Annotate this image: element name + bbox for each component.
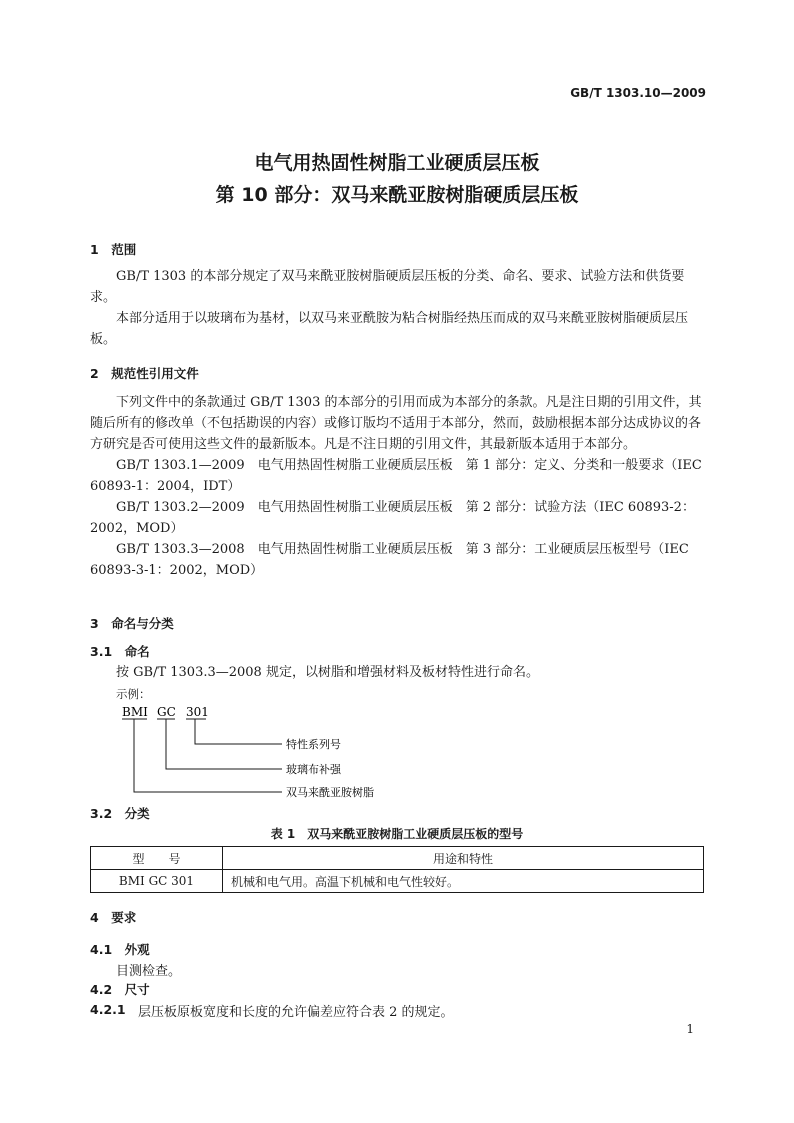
label-series: 特性系列号	[286, 738, 341, 751]
section-4-1-text: 目测检查。	[116, 964, 182, 979]
section-1-heading: 1 范围	[90, 242, 137, 257]
code-gc: GC	[157, 705, 176, 719]
table-header-usage: 用途和特性	[223, 847, 704, 870]
example-label: 示例：	[116, 687, 151, 701]
code-bmi: BMI	[122, 705, 148, 719]
table-1-caption: 表 1 双马来酰亚胺树脂工业硬质层压板的型号	[270, 827, 524, 841]
section-1-body	[90, 266, 704, 350]
naming-diagram	[110, 700, 410, 806]
section-3-1-heading: 3.1 命名	[90, 644, 150, 659]
table-cell-usage: 机械和电气用。高温下机械和电气性较好。	[223, 870, 704, 893]
table-1	[90, 846, 704, 893]
label-resin: 双马来酰亚胺树脂	[286, 786, 374, 799]
table-header-row	[91, 847, 704, 870]
title-line-2: 第 10 部分：双马来酰亚胺树脂硬质层压板	[215, 184, 579, 206]
section-2-heading: 2 规范性引用文件	[90, 366, 199, 381]
label-glass: 玻璃布补强	[286, 763, 341, 776]
section-1-para-2: 本部分适用于以玻璃布为基材，以双马来亚酰胺为粘合树脂经热压而成的双马来酰亚胺树脂硬质层压板。	[90, 311, 689, 347]
section-3-1-para: 按 GB/T 1303.3—2008 规定，以树脂和增强材料及板材特性进行命名。	[116, 665, 539, 680]
section-1-para-1: GB/T 1303 的本部分规定了双马来酰亚胺树脂硬质层压板的分类、命名、要求、试验方法和供货要求。	[90, 269, 685, 305]
reference-2: GB/T 1303.2—2009 电气用热固性树脂工业硬质层压板 第 2 部分：试验方法（IEC 60893-2：2002，MOD）	[90, 500, 695, 536]
leader-bmi	[134, 719, 282, 792]
table-header-type: 型 号	[91, 847, 223, 870]
section-4-2-heading: 4.2 尺寸	[90, 982, 150, 997]
reference-3: GB/T 1303.3—2008 电气用热固性树脂工业硬质层压板 第 3 部分：工业硬质层压板型号（IEC 60893-3-1：2002，MOD）	[90, 542, 689, 578]
section-4-heading: 4 要求	[90, 910, 137, 925]
table-row	[91, 870, 704, 893]
code-301: 301	[186, 705, 209, 719]
section-4-1-heading: 4.1 外观	[90, 942, 150, 957]
section-2-para-1: 下列文件中的条款通过 GB/T 1303 的本部分的引用而成为本部分的条款。凡是注日期的引用文件，其随后所有的修改单（不包括勘误的内容）或修订版均不适用于本部分，然而，鼓励根据本部分达成协议的各方研究是否可使用这些文件的最新版本。凡是不注日期的引用文件，其最新版本适用于本部分。	[90, 395, 702, 452]
section-4-2-1-number: 4.2.1	[90, 1002, 126, 1017]
title-line-1: 电气用热固性树脂工业硬质层压板	[254, 152, 540, 174]
leader-301	[195, 719, 282, 744]
reference-1: GB/T 1303.1—2009 电气用热固性树脂工业硬质层压板 第 1 部分：定义、分类和一般要求（IEC 60893-1：2004，IDT）	[90, 458, 702, 494]
section-2-body	[90, 392, 704, 581]
section-3-heading: 3 命名与分类	[90, 616, 174, 631]
table-cell-type: BMI GC 301	[91, 870, 223, 893]
section-3-1-text	[116, 662, 706, 683]
section-3-2-heading: 3.2 分类	[90, 806, 150, 821]
page-number: 1	[686, 1022, 694, 1036]
standard-number: GB/T 1303.10—2009	[570, 86, 706, 100]
section-4-2-1-text: 层压板原板宽度和长度的允许偏差应符合表 2 的规定。	[138, 1005, 454, 1020]
